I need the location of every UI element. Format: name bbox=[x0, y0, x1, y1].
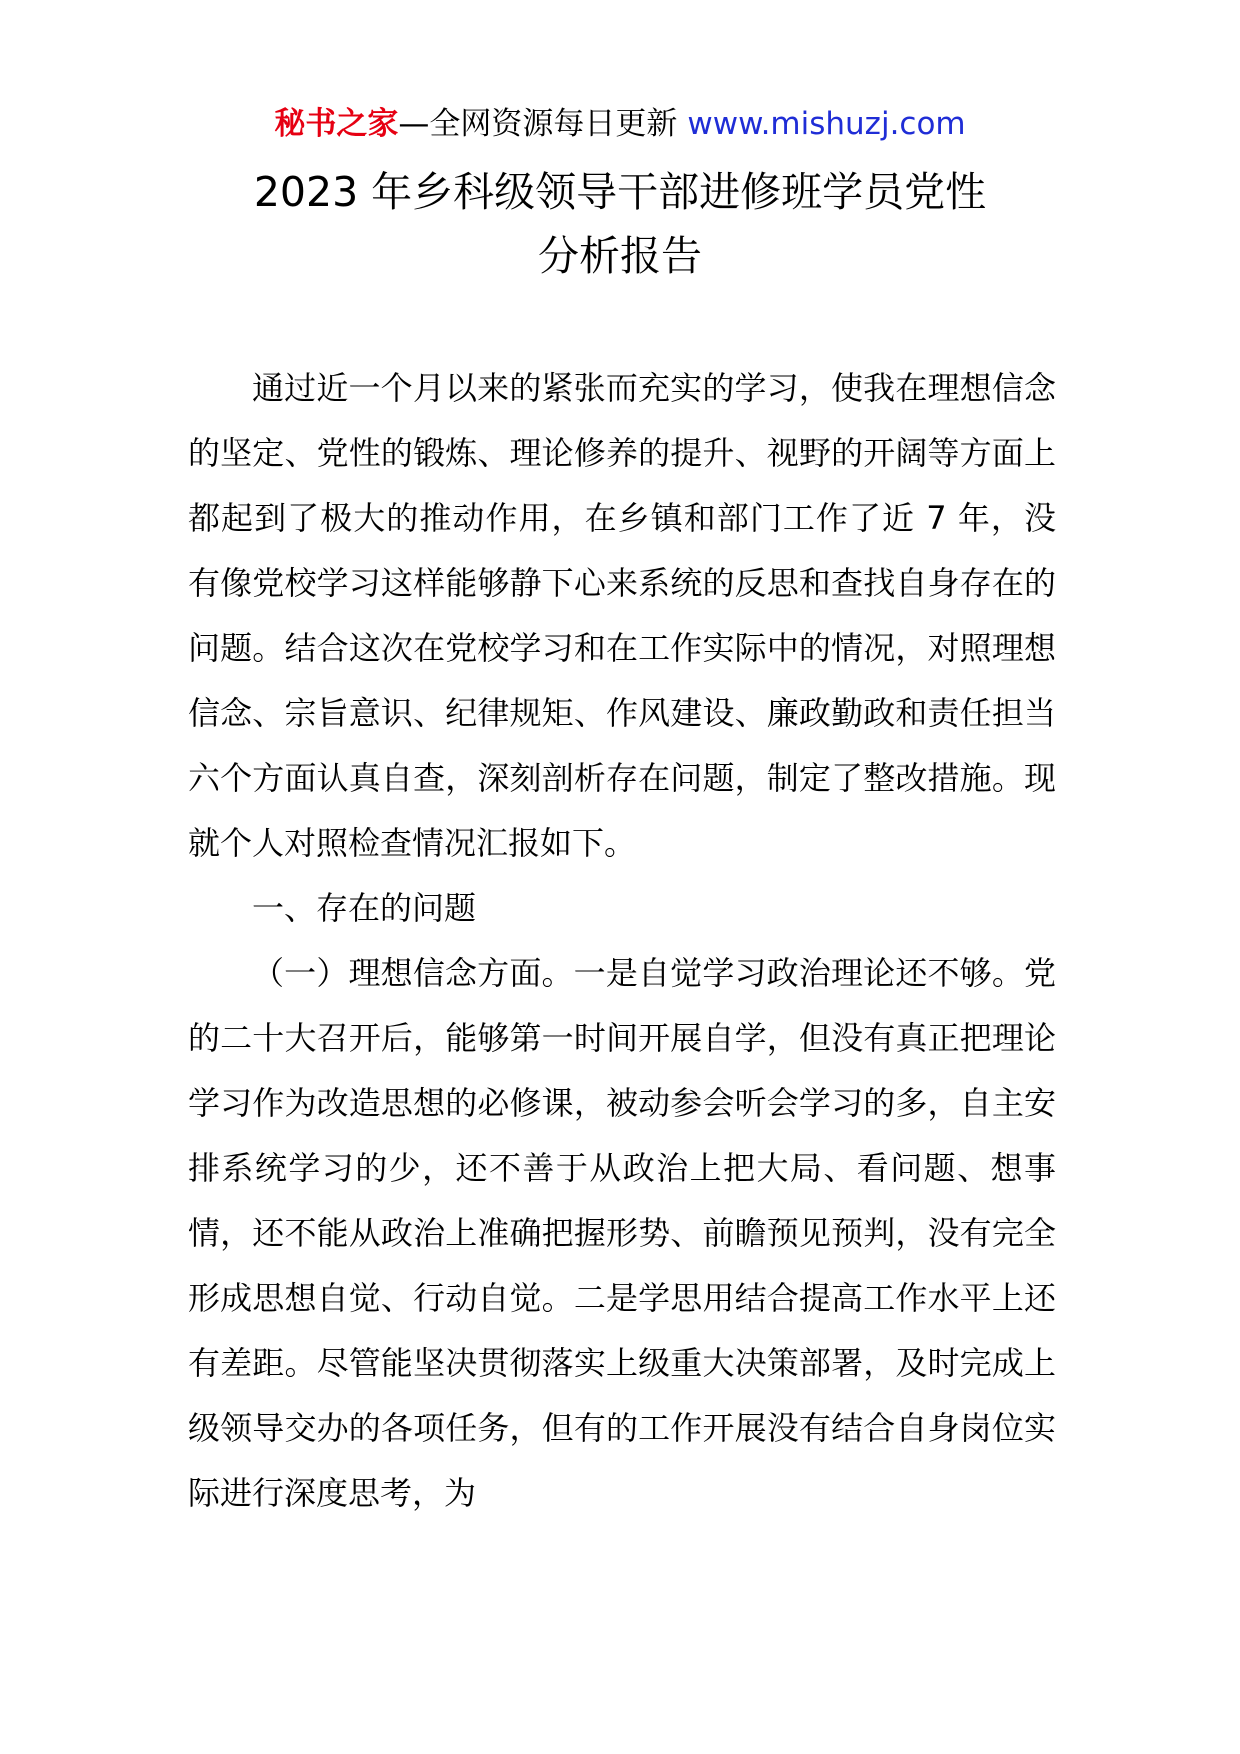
document-title bbox=[0, 160, 1240, 288]
site-url-link[interactable]: www.mishuzj.com bbox=[687, 106, 966, 142]
document-title-line-2: 分析报告 bbox=[538, 232, 702, 280]
brand-name: 秘书之家 bbox=[274, 106, 399, 142]
section-paragraph: （一）理想信念方面。一是自觉学习政治理论还不够。党的二十大召开后，能够第一时间开展自学，但没有真正把理论学习作为改造思想的必修课，被动参会听会学习的多，自主安排系统学习的少，还不善于从政治上把大局、看问题、想事情，还不能从政治上准确把握形势、前瞻预见预判，没有完全形成思想自觉、行动自觉。二是学思用结合提高工作水平上还有差距。尽管能坚决贯彻落实上级重大决策部署，及时完成上级领导交办的各项任务，但有的工作开展没有结合自身岗位实际进行深度思考，为 bbox=[188, 954, 1056, 1512]
document-body bbox=[188, 356, 1056, 1526]
site-header bbox=[0, 104, 1240, 144]
header-slogan: —全网资源每日更新 bbox=[398, 106, 678, 142]
intro-paragraph: 通过近一个月以来的紧张而充实的学习，使我在理想信念的坚定、党性的锻炼、理论修养的提升、视野的开阔等方面上都起到了极大的推动作用，在乡镇和部门工作了近 7 年，没有像党校学习这样能够静下心来系统的反思和查找自身存在的问题。结合这次在党校学习和在工作实际中的情况，对照理想信念、宗旨意识、纪律规矩、作风建设、廉政勤政和责任担当六个方面认真自查，深刻剖析存在问题，制定了整改措施。现就个人对照检查情况汇报如下。 bbox=[188, 369, 1056, 862]
document-title-line-1: 2023 年乡科级领导干部进修班学员党性 bbox=[253, 168, 987, 216]
section-heading: 一、存在的问题 bbox=[252, 889, 477, 927]
